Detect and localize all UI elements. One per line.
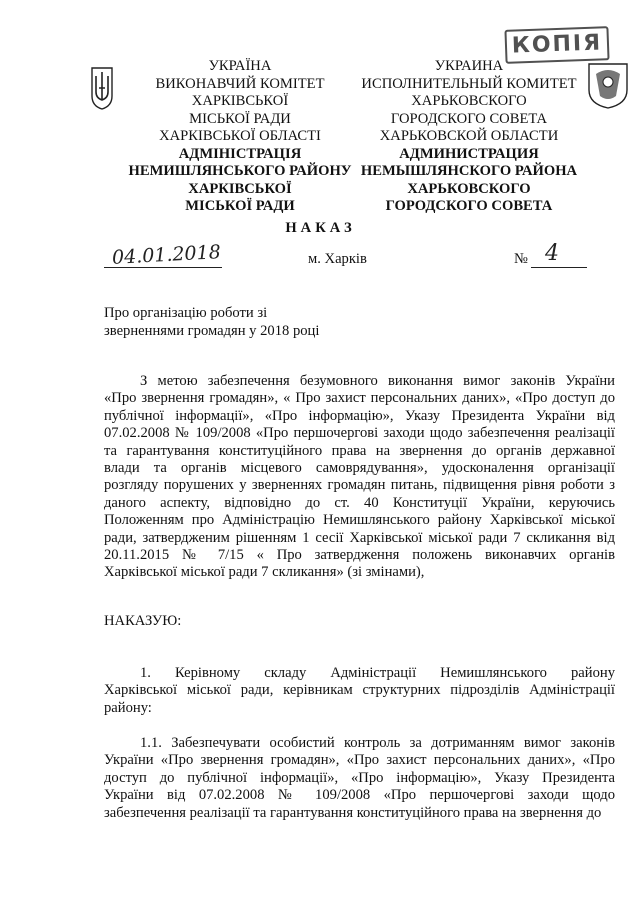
header-line: ГОРОДСКОГО СОВЕТА — [385, 198, 553, 214]
header-line: УКРАЇНА — [208, 58, 272, 74]
header-line: ГОРОДСКОГО СОВЕТА — [390, 110, 548, 127]
header-line: ХАРКІВСЬКОЇ ОБЛАСТІ — [159, 128, 321, 144]
paragraph-line: Положенням про Адміністрацію Немишлянського району Харківської міської — [104, 512, 615, 529]
handwritten-date: 04.01.2018 — [111, 241, 222, 269]
preamble-paragraph — [104, 373, 615, 582]
paragraph-line: району: — [104, 699, 152, 716]
date-underline — [104, 266, 222, 268]
header-line: ХАРКІВСЬКОЇ — [188, 180, 292, 197]
paragraph-line: влади та органів місцевого самоврядування», удосконалення організації — [104, 460, 615, 477]
header-line: ХАРЬКОВСКОГО — [411, 93, 527, 109]
header-line: ИСПОЛНИТЕЛЬНЫЙ КОМИТЕТ — [361, 75, 577, 92]
paragraph-line: забезпечення реалізації та гарантування конституційного права на звернення до — [104, 804, 602, 821]
coat-of-arms-icon — [90, 66, 114, 110]
paragraph-line: даного аспекту, відповідно до ст. 40 Конституції України, керуючись — [104, 494, 615, 511]
paragraph-line: та гарантування конституційного права на звернення до органів державної — [104, 442, 615, 459]
header-line: МІСЬКОЇ РАДИ — [185, 198, 295, 214]
header-line: ВИКОНАВЧИЙ КОМІТЕТ — [155, 75, 325, 92]
paragraph-line: України «Про звернення громадян», «Про захист персональних даних», «Про — [104, 752, 615, 769]
header-right — [346, 58, 592, 216]
document-subject — [104, 305, 319, 340]
header-line: МІСЬКОЇ РАДИ — [189, 110, 291, 127]
paragraph-line: Харківської міської ради 7 скликання» (зі змінами), — [104, 564, 425, 581]
header-line: ХАРКІВСЬКОЇ — [191, 93, 289, 109]
subject-line: зверненнями громадян у 2018 році — [104, 322, 320, 339]
header-line: УКРАИНА — [434, 58, 504, 74]
paragraph-line: Харківської міської ради, керівникам структурних підрозділів Адміністрації — [104, 682, 615, 699]
header-line: НЕМИШЛЯНСЬКОГО РАЙОНУ — [128, 163, 352, 179]
header-line: НЕМЫШЛЯНСКОГО РАЙОНА — [360, 163, 578, 179]
paragraph-line: 1. Керівному складу Адміністрації Немишлянського району — [140, 665, 615, 681]
paragraph-line: розгляду порушених у зверненнях громадян питань, підвищення рівня роботи з — [104, 477, 615, 494]
header-line: АДМИНИСТРАЦИЯ — [399, 145, 539, 162]
city-label: м. Харків — [308, 251, 367, 267]
copy-stamp: КОПІЯ — [504, 26, 609, 64]
paragraph-line: 07.02.2008 № 109/2008 «Про першочергові заходи щодо забезпечення реалізації — [104, 425, 615, 442]
city-emblem-icon — [586, 60, 630, 110]
orders-label: НАКАЗУЮ: — [104, 613, 182, 629]
header-line: АДМІНІСТРАЦІЯ — [178, 145, 302, 162]
order-item-1 — [104, 665, 615, 717]
subject-line: Про організацію роботи зі — [104, 305, 268, 321]
paragraph-line: ради, затвердженим рішенням 1 сесії Харківської міської ради 7 скликання від — [104, 529, 615, 546]
header-line: ХАРЬКОВСКОГО — [407, 180, 531, 197]
header-left — [120, 58, 360, 216]
paragraph-line: З метою забезпечення безумовного виконання вимог законів України — [140, 373, 615, 389]
number-underline — [531, 266, 587, 268]
paragraph-line: України від 07.02.2008 № 109/2008 «Про першочергові заходи щодо — [104, 787, 615, 804]
handwritten-number: 4 — [545, 241, 559, 266]
paragraph-line: 20.11.2015 № 7/15 « Про затвердження положень виконавчих органів — [104, 547, 615, 564]
paragraph-line: «Про звернення громадян», « Про захист персональних даних», «Про доступ до — [104, 390, 615, 407]
paragraph-line: 1.1. Забезпечувати особистий контроль за дотриманням вимог законів — [140, 735, 615, 751]
paragraph-line: доступ до публічної інформації», «Про інформацію», Указу Президента — [104, 769, 615, 786]
paragraph-line: публічної інформації», «Про інформацію», Указу Президента України від — [104, 407, 615, 424]
order-item-1-1 — [104, 735, 615, 822]
number-label: № — [514, 251, 528, 267]
document-type-title: НАКАЗ — [285, 220, 356, 236]
header-line: ХАРЬКОВСКОЙ ОБЛАСТИ — [379, 128, 559, 144]
